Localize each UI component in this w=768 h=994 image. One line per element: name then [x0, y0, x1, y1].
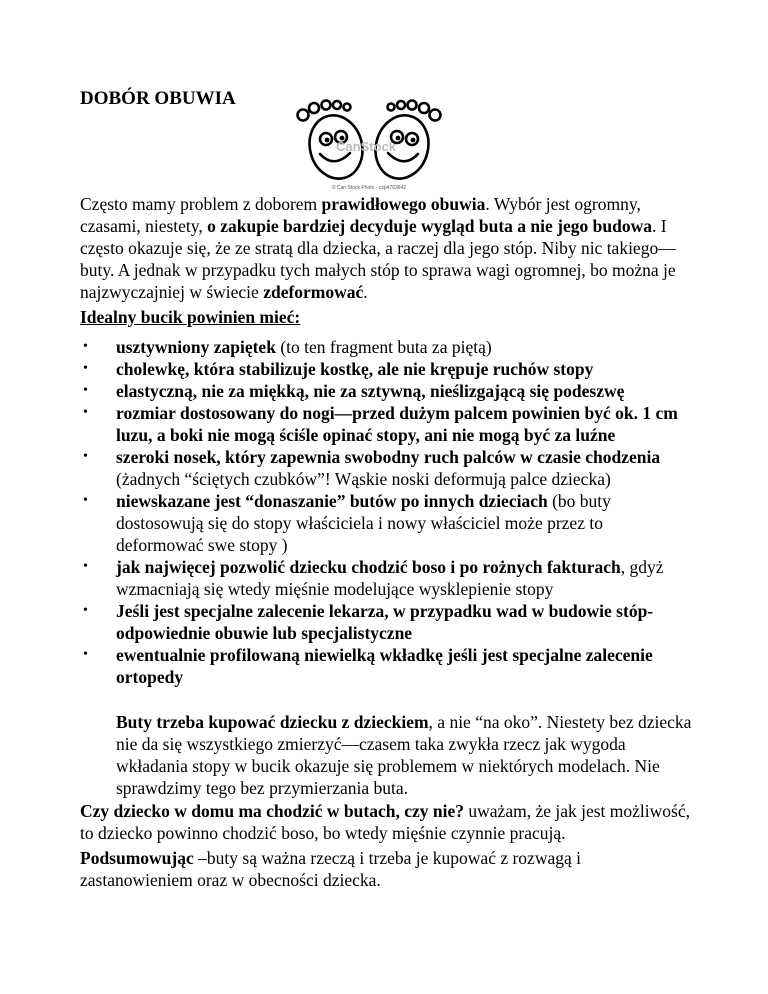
- bold-text: rozmiar dostosowany do nogi—przed dużym palcem powinien być ok. 1 cm luzu, a boki nie mogą ściśle opinać stopy, ani nie mogą być za luźne: [116, 403, 678, 445]
- document-title: DOBÓR OBUWIA: [80, 88, 236, 109]
- bold-text: usztywniony zapiętek: [116, 337, 276, 357]
- bold-text: ewentualnie profilowaną niewielką wkładkę jeśli jest specjalne zalecenie ortopedy: [116, 645, 653, 687]
- intro-paragraph: [80, 193, 696, 303]
- body-text: (bo buty dostosowują się do stopy właściciela i nowy właściciel może przez to deformować swe stopy ): [116, 491, 611, 555]
- bullet-icon: •: [83, 449, 88, 464]
- bold-text: szeroki nosek, który zapewnia swobodny ruch palców w czasie chodzenia: [116, 447, 661, 467]
- bold-text: zdeformować: [263, 282, 364, 302]
- body-text: –buty są ważna rzeczą i trzeba je kupować z rozwagą i zastanowieniem oraz w obecności dziecka.: [80, 848, 581, 890]
- body-text: . I często okazuje się, że ze stratą dla dziecka, a raczej dla jego stóp. Niby nic takiego—buty. A jednak w przypadku tych małych stóp to sprawa wagi ogromnej, bo można je najzwyczajniej w świecie: [80, 216, 676, 302]
- body-text: (żadnych “ściętych czubków”! Wąskie noski deformują palce dziecka): [116, 469, 611, 489]
- bold-text: o zakupie bardziej decyduje wygląd buta a nie jego budowa: [207, 216, 652, 236]
- bullet-item: [80, 336, 690, 358]
- section-subheading: Idealny bucik powinien mieć:: [80, 307, 301, 327]
- bullet-icon: •: [83, 339, 88, 354]
- body-text: , gdyż wzmacniają się wtedy mięśnie modelujące wysklepienie stopy: [116, 557, 664, 599]
- bold-text: Buty trzeba kupować dziecku z dzieckiem: [116, 712, 429, 732]
- fitting-paragraph: [116, 711, 700, 799]
- bold-text: Czy dziecko w domu ma chodzić w butach, czy nie?: [80, 801, 465, 821]
- bullet-icon: •: [83, 383, 88, 398]
- bullet-icon: •: [83, 493, 88, 508]
- bold-text: cholewkę, która stabilizuje kostkę, ale nie krępuje ruchów stopy: [116, 359, 594, 379]
- bullet-icon: •: [83, 405, 88, 420]
- cartoon-feet-image: [286, 99, 452, 191]
- body-text: .: [363, 282, 368, 302]
- bullet-item: [80, 380, 690, 402]
- bullet-icon: •: [83, 603, 88, 618]
- bold-text: Jeśli jest specjalne zalecenie lekarza, w przypadku wad w budowie stóp-odpowiednie obuwie lub specjalistyczne: [116, 601, 654, 643]
- bullet-item: [80, 446, 690, 490]
- bullet-item: [80, 644, 690, 688]
- bold-text: prawidłowego obuwia: [321, 194, 486, 214]
- summary-paragraph: [80, 847, 696, 891]
- bullet-icon: •: [83, 361, 88, 376]
- bullet-icon: •: [83, 647, 88, 662]
- body-text: . Wybór jest ogromny, czasami, niestety,: [80, 194, 641, 236]
- bullet-item: [80, 490, 690, 556]
- bullet-item: [80, 600, 690, 644]
- body-text: (to ten fragment buta za piętą): [275, 337, 492, 357]
- bold-text: Podsumowując: [80, 848, 194, 868]
- body-text: , a nie “na oko”. Niestety bez dziecka nie da się wszystkiego zmierzyć—czasem taka zwykła rzecz jak wygoda wkładania stopy w bucik okazuje się problemem w niektórych modelach. Nie sprawdzimy tego bez przymierzania buta.: [116, 712, 692, 798]
- bullet-list: [80, 336, 690, 688]
- bullet-icon: •: [83, 559, 88, 574]
- image-watermark: CanStock: [336, 139, 396, 154]
- bullet-item: [80, 402, 690, 446]
- bullet-item: [80, 556, 690, 600]
- bullet-item: [80, 358, 690, 380]
- image-credit: © Can Stock Photo - csp4763642: [331, 185, 407, 191]
- body-text: uważam, że jak jest możliwość, to dziecko powinno chodzić boso, bo wtedy mięśnie czynnie pracują.: [80, 801, 690, 843]
- body-text: Często mamy problem z doborem: [80, 194, 322, 214]
- bold-text: jak najwięcej pozwolić dziecku chodzić boso i po rożnych fakturach: [116, 557, 621, 577]
- bold-text: elastyczną, nie za miękką, nie za sztywną, nieślizgającą się podeszwę: [116, 381, 625, 401]
- bold-text: niewskazane jest “donaszanie” butów po innych dzieciach: [116, 491, 548, 511]
- barefoot-paragraph: [80, 800, 696, 844]
